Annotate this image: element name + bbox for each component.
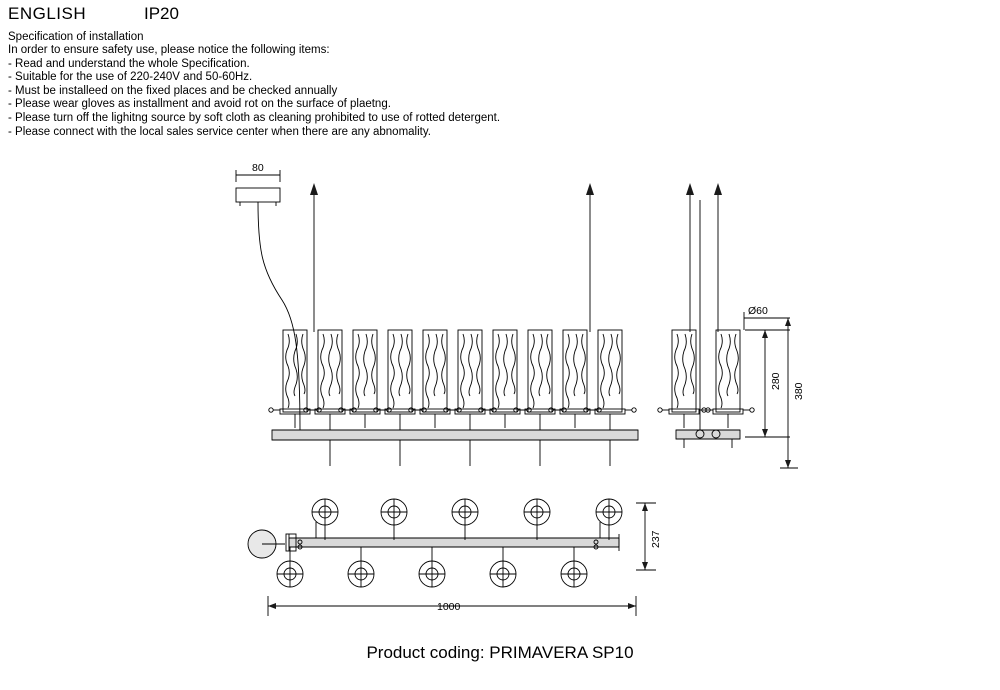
diameter-dim bbox=[744, 312, 790, 330]
spec-item: - Please turn off the lighitng source by soft cloth as cleaning prohibited to use of rotted detergent. bbox=[8, 111, 501, 124]
lamp-top-icon bbox=[452, 499, 478, 540]
shade-icon bbox=[584, 330, 636, 466]
dim-depth: 237 bbox=[650, 530, 662, 548]
shade-icon bbox=[304, 330, 356, 466]
length-dim-1000 bbox=[268, 596, 636, 616]
spec-item: - Please wear gloves as installment and avoid rot on the surface of plaetng. bbox=[8, 98, 391, 111]
dim-length: 1000 bbox=[437, 601, 461, 613]
lamp-top-icon bbox=[561, 547, 587, 587]
dim-shade-diameter: Ø60 bbox=[748, 305, 768, 317]
shade-icon bbox=[339, 330, 391, 428]
lamp-top-icon bbox=[524, 499, 550, 540]
shade-icon bbox=[514, 330, 566, 466]
spec-intro: In order to ensure safety use, please notice the following items: bbox=[8, 44, 330, 56]
shade-icon bbox=[549, 330, 601, 428]
lamp-top-icon bbox=[381, 499, 407, 540]
cable-icon bbox=[310, 183, 594, 332]
height-dim-380 bbox=[780, 318, 798, 468]
canopy-dim-line bbox=[236, 170, 280, 182]
shade-icon bbox=[409, 330, 461, 428]
bar-icon bbox=[272, 430, 638, 440]
lamp-top-icon bbox=[490, 547, 516, 587]
height-dim-280 bbox=[745, 330, 790, 437]
depth-dim-237 bbox=[636, 503, 656, 570]
spec-title: Specification of installation bbox=[8, 31, 144, 43]
dim-total-drop: 380 bbox=[793, 382, 805, 400]
ip-rating-label: IP20 bbox=[144, 4, 179, 23]
dim-shade-height: 280 bbox=[770, 372, 782, 390]
shade-icon bbox=[444, 330, 496, 466]
spec-item: - Read and understand the whole Specification. bbox=[8, 57, 250, 70]
lamp-top-icon bbox=[419, 547, 445, 587]
spec-item: - Please connect with the local sales service center when there are any abnomality. bbox=[8, 125, 431, 138]
language-label: ENGLISH bbox=[8, 4, 87, 23]
shade-icon bbox=[374, 330, 426, 466]
spec-item: - Must be installeed on the fixed places and be checked annually bbox=[8, 84, 338, 97]
dim-canopy-width: 80 bbox=[252, 162, 264, 174]
lamp-top-icon bbox=[348, 547, 374, 587]
spec-item: - Suitable for the use of 220-240V and 50-60Hz. bbox=[8, 71, 253, 84]
lamp-top-icon bbox=[277, 547, 303, 587]
shade-icon bbox=[269, 330, 321, 428]
shade-icon bbox=[479, 330, 531, 428]
product-coding-label: Product coding: PRIMAVERA SP10 bbox=[366, 643, 634, 662]
top-view bbox=[248, 499, 622, 587]
side-view bbox=[658, 183, 754, 448]
